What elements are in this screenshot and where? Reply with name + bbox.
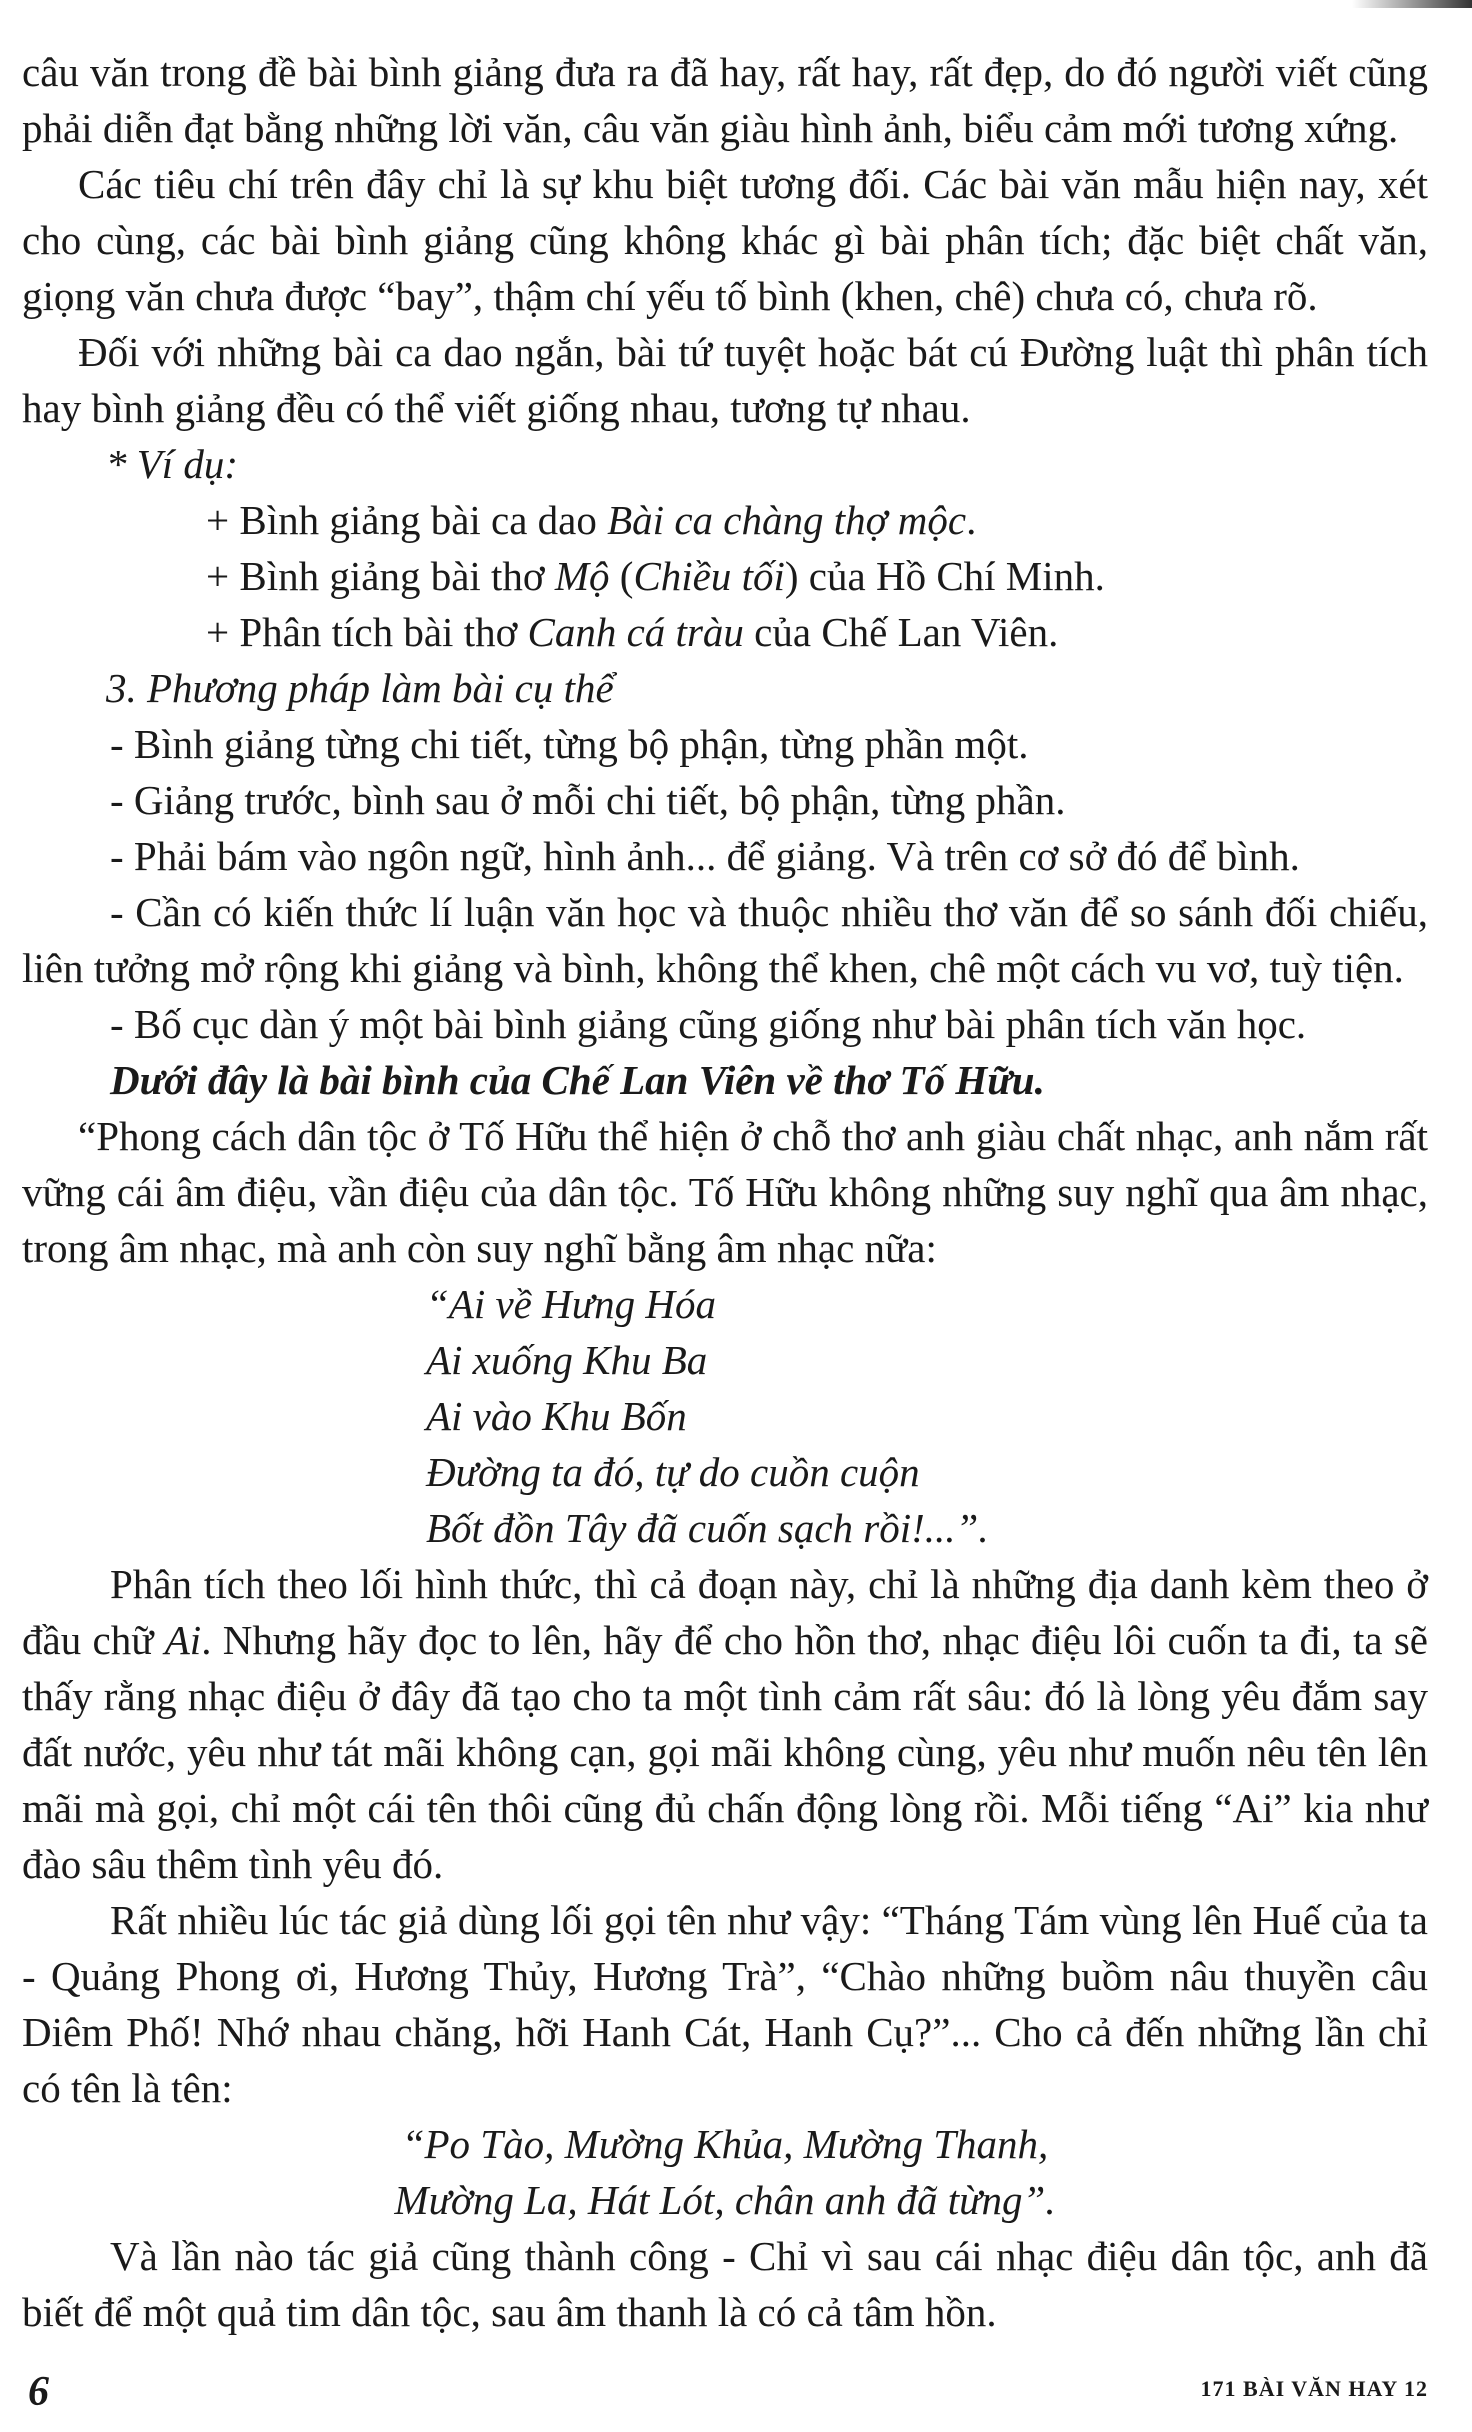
bullet-item: - Bình giảng từng chi tiết, từng bộ phận, từng phần một. [110, 721, 1029, 767]
example-title: Chiều tối [633, 553, 785, 599]
paragraph-1: câu văn trong đề bài bình giảng đưa ra đã hay, rất hay, rất đẹp, do đó người viết cũng phải diễn đạt bằng những lời văn, câu văn giàu hình ảnh, biểu cảm mới tương xứng. [22, 49, 1428, 151]
paragraph-3: Đối với những bài ca dao ngắn, bài tứ tuyệt hoặc bát cú Đường luật thì phân tích hay bình giảng đều có thể viết giống nhau, tương tự nhau. [22, 329, 1428, 431]
example-heading: * Ví dụ: [106, 441, 239, 487]
example-text: + Phân tích bài thơ [206, 609, 528, 655]
page-number: 6 [28, 2369, 49, 2415]
paragraph-4: “Phong cách dân tộc ở Tố Hữu thể hiện ở chỗ thơ anh giàu chất nhạc, anh nắm rất vững cái âm điệu, vần điệu của dân tộc. Tố Hữu không những suy nghĩ qua âm nhạc, trong âm nhạc, mà anh còn suy nghĩ bằng âm nhạc nữa: [22, 1113, 1428, 1271]
example-text: ) của Hồ Chí Minh. [784, 553, 1105, 599]
example-item-3 [22, 604, 1428, 660]
paragraph-text: Phân tích theo lối hình thức, thì cả đoạn này, chỉ là những địa danh kèm theo ở đầu chữ [22, 1561, 1428, 1663]
example-text: + Bình giảng bài ca dao [206, 497, 608, 543]
poem-excerpt-2 [22, 2116, 1428, 2228]
example-text: của Chế Lan Viên. [743, 609, 1059, 655]
poem-line: “Po Tào, Mường Khủa, Mường Thanh, [401, 2121, 1049, 2167]
example-title: Mộ [554, 553, 610, 599]
bullet-item: - Phải bám vào ngôn ngữ, hình ảnh... để giảng. Và trên cơ sở đó để bình. [110, 833, 1300, 879]
example-text: . [966, 497, 977, 543]
paragraph-2: Các tiêu chí trên đây chỉ là sự khu biệt tương đối. Các bài văn mẫu hiện nay, xét cho cùng, các bài bình giảng cũng không khác gì bài phân tích; đặc biệt chất văn, giọng văn chưa được “bay”, thậm chí yếu tố bình (khen, chê) chưa có, chưa rõ. [22, 161, 1428, 319]
bold-heading: Dưới đây là bài bình của Chế Lan Viên về thơ Tố Hữu. [110, 1057, 1045, 1103]
example-text: ( [609, 553, 634, 599]
paragraph-5 [22, 1556, 1428, 1892]
paragraph-text: . Nhưng hãy đọc to lên, hãy để cho hồn thơ, nhạc điệu lôi cuốn ta đi, ta sẽ thấy rằng nhạc điệu ở đây đã tạo cho ta một tình cảm rất sâu: đó là lòng yêu đắm say đất nước, yêu như tát mãi không cạn, gọi mãi không cùng, yêu như muốn nêu tên lên mãi mà gọi, chỉ một cái tên thôi cũng đủ chấn động lòng rồi. Mỗi tiếng “Ai” kia như đào sâu thêm tình yêu đó. [22, 1617, 1428, 1887]
italic-word: Ai [164, 1617, 202, 1663]
poem-line: Đường ta đó, tự do cuồn cuộn [426, 1449, 920, 1495]
paragraph-6: Rất nhiều lúc tác giả dùng lối gọi tên như vậy: “Tháng Tám vùng lên Huế của ta - Quảng Phong ơi, Hương Thủy, Hương Trà”, “Chào những buồm nâu thuyền câu Diêm Phố! Nhớ nhau chăng, hỡi Hanh Cát, Hanh Cụ?”... Cho cả đến những lần chỉ có tên là tên: [22, 1897, 1428, 2111]
example-title: Bài ca chàng thợ mộc [607, 497, 967, 543]
example-item-2 [22, 548, 1428, 604]
bullet-item: - Cần có kiến thức lí luận văn học và thuộc nhiều thơ văn để so sánh đối chiếu, liên tưởng mở rộng khi giảng và bình, không thể khen, chê một cách vu vơ, tuỳ tiện. [22, 889, 1428, 991]
poem-line: Mường La, Hát Lót, chân anh đã từng”. [394, 2177, 1056, 2223]
example-text: + Bình giảng bài thơ [206, 553, 555, 599]
example-item-1 [22, 492, 1428, 548]
poem-line: “Ai về Hưng Hóa [426, 1281, 716, 1327]
page-footer [28, 2368, 1428, 2415]
paragraph-7: Và lần nào tác giả cũng thành công - Chỉ vì sau cái nhạc điệu dân tộc, anh đã biết để một quả tim dân tộc, sau âm thanh là có cả tâm hồn. [22, 2233, 1428, 2335]
poem-line: Ai xuống Khu Ba [426, 1337, 708, 1383]
page-content [22, 44, 1428, 2340]
poem-excerpt-1 [22, 1276, 1428, 1556]
scan-edge-shadow [1352, 0, 1472, 8]
poem-line: Ai vào Khu Bốn [426, 1393, 687, 1439]
bullet-item: - Bố cục dàn ý một bài bình giảng cũng giống như bài phân tích văn học. [110, 1001, 1307, 1047]
section-heading: 3. Phương pháp làm bài cụ thể [106, 665, 614, 711]
poem-line: Bốt đồn Tây đã cuốn sạch rồi!...”. [426, 1505, 989, 1551]
example-title: Canh cá tràu [527, 609, 744, 655]
bullet-item: - Giảng trước, bình sau ở mỗi chi tiết, bộ phận, từng phần. [110, 777, 1066, 823]
book-title: 171 BÀI VĂN HAY 12 [1200, 2376, 1428, 2401]
